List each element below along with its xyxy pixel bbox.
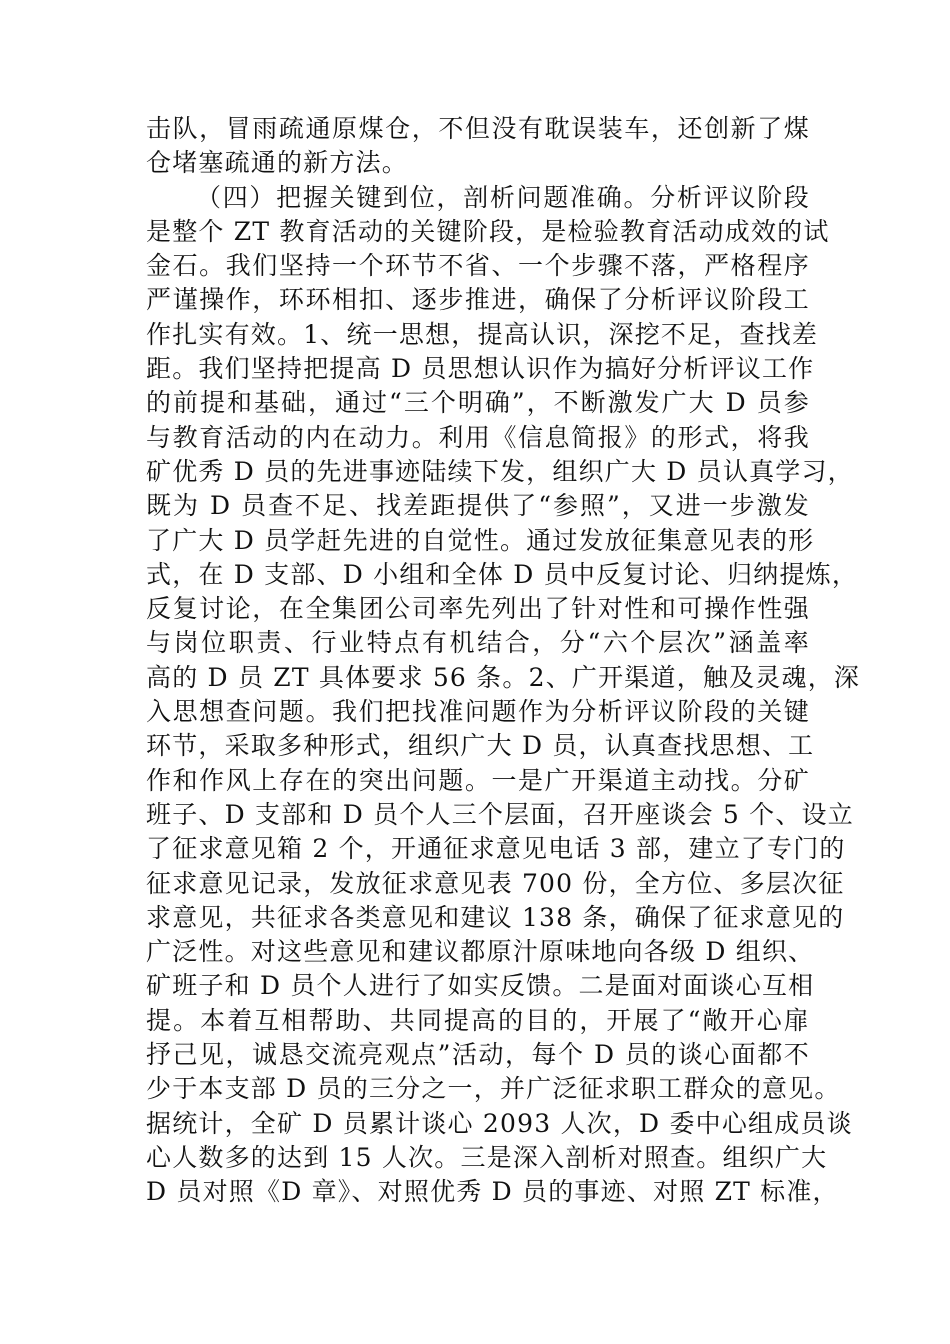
text-line: 是整个 ZT 教育活动的关键阶段，是检验教育活动成效的试 xyxy=(146,216,830,246)
section-heading-line: （四）把握关键到位，剖析问题准确。分析评议阶段 xyxy=(196,182,810,212)
text-line: 距。我们坚持把提高 D 员思想认识作为搞好分析评议工作 xyxy=(146,354,815,384)
document-body xyxy=(146,112,861,1210)
text-line: 了广大 D 员学赶先进的自觉性。通过发放征集意见表的形 xyxy=(146,525,815,555)
text-line: 作扎实有效。1、统一思想，提高认识，深挖不足，查找差 xyxy=(146,319,819,349)
text-line: 班子、D 支部和 D 员个人三个层面，召开座谈会 5 个、设立 xyxy=(146,799,854,829)
text-line: 据统计，全矿 D 员累计谈心 2093 人次，D 委中心组成员谈 xyxy=(146,1108,853,1138)
text-line: 广泛性。对这些意见和建议都原汁原味地向各级 D 组织、 xyxy=(146,937,815,967)
text-line: 抒己见，诚恳交流亮观点”活动，每个 D 员的谈心面都不 xyxy=(146,1040,810,1070)
text-line: 了征求意见箱 2 个，开通征求意见电话 3 部，建立了专门的 xyxy=(146,834,846,864)
text-line: 的前提和基础，通过“三个明确”，不断激发广大 D 员参 xyxy=(146,388,810,418)
text-line: D 员对照《D 章》、对照优秀 D 员的事迹、对照 ZT 标准， xyxy=(146,1177,839,1207)
text-line: 与岗位职责、行业特点有机结合，分“六个层次”涵盖率 xyxy=(146,628,810,658)
text-line: 反复讨论，在全集团公司率先列出了针对性和可操作性强 xyxy=(146,594,810,624)
text-line: 击队，冒雨疏通原煤仓，不但没有耽误装车，还创新了煤 xyxy=(146,114,810,143)
text-line: 作和作风上存在的突出问题。一是广开渠道主动找。分矿 xyxy=(146,765,810,795)
text-line: 仓堵塞疏通的新方法。 xyxy=(146,148,409,178)
text-line: 高的 D 员 ZT 具体要求 56 条。2、广开渠道，触及灵魂，深 xyxy=(146,662,861,692)
text-line: 求意见，共征求各类意见和建议 138 条，确保了征求意见的 xyxy=(146,902,845,932)
text-line: 心人数多的达到 15 人次。三是深入剖析对照查。组织广大 xyxy=(146,1142,828,1172)
text-line: 矿优秀 D 员的先进事迹陆续下发，组织广大 D 员认真学习， xyxy=(146,456,854,486)
text-line: 严谨操作，环环相扣、逐步推进，确保了分析评议阶段工 xyxy=(146,285,810,315)
text-line: 环节，采取多种形式，组织广大 D 员，认真查找思想、工 xyxy=(146,731,815,761)
text-line: 矿班子和 D 员个人进行了如实反馈。二是面对面谈心互相 xyxy=(146,971,815,1001)
text-line: 既为 D 员查不足、找差距提供了“参照”，又进一步激发 xyxy=(146,491,810,521)
text-line: 少于本支部 D 员的三分之一，并广泛征求职工群众的意见。 xyxy=(146,1074,841,1104)
text-line: 与教育活动的内在动力。利用《信息简报》的形式，将我 xyxy=(146,422,810,452)
text-line: 金石。我们坚持一个环节不省、一个步骤不落，严格程序 xyxy=(146,251,810,281)
text-line: 征求意见记录，发放征求意见表 700 份，全方位、多层次征 xyxy=(146,868,845,898)
text-line: 式，在 D 支部、D 小组和全体 D 员中反复讨论、归纳提炼， xyxy=(146,559,859,589)
text-line: 提。本着互相帮助、共同提高的目的，开展了“敞开心扉 xyxy=(146,1005,810,1035)
text-line: 入思想查问题。我们把找准问题作为分析评议阶段的关键 xyxy=(146,697,810,727)
